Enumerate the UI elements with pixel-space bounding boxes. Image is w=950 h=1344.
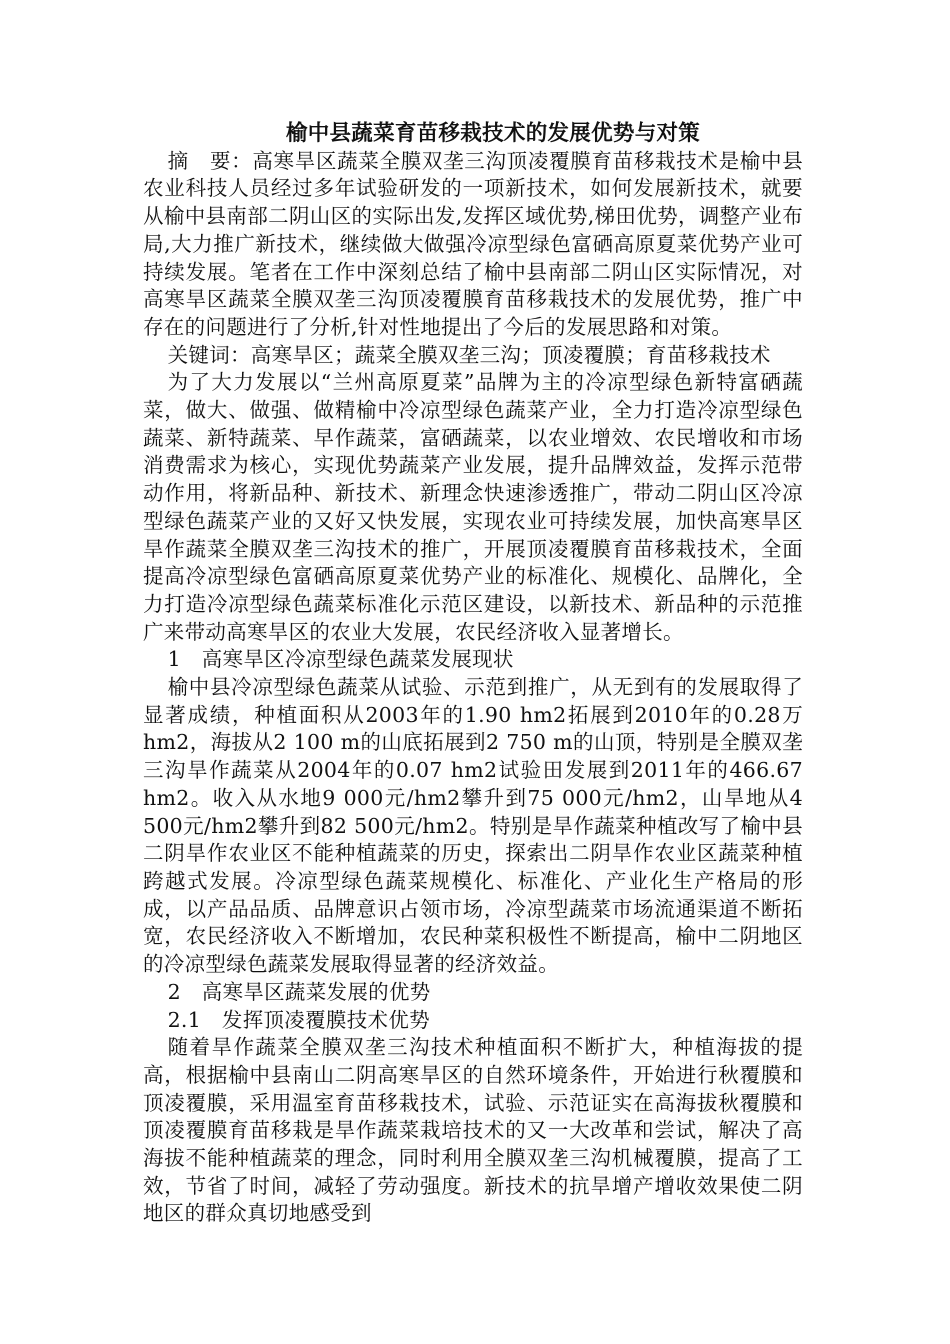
section-2-1-heading: 2.1 发挥顶凌覆膜技术优势: [167, 1007, 430, 1032]
keywords-paragraph: 关键词：高寒旱区；蔬菜全膜双垄三沟；顶凌覆膜；育苗移栽技术: [167, 342, 771, 367]
section-1-paragraph: 榆中县冷凉型绿色蔬菜从试验、示范到推广，从无到有的发展取得了显著成绩，种植面积从2003年的1.90 hm2拓展到2010年的0.28万hm2，海拔从2 100 m的山底拓展到2 750 m的山顶，特别是全膜双垄三沟旱作蔬菜从2004年的0.07 hm2试验田发展到2011年的466.67 hm2。收入从水地9 000元/hm2攀升到75 000元/hm2，山旱地从4 500元/hm2攀升到82 500元/hm2。特别是旱作蔬菜种植改写了榆中县二阴旱作农业区不能种植蔬菜的历史，探索出二阴旱作农业区蔬菜种植跨越式发展。冷凉型绿色蔬菜规模化、标准化、产业化生产格局的形成，以产品品质、品牌意识占领市场，冷凉型蔬菜市场流通渠道不断拓宽，农民经济收入不断增加，农民种菜积极性不断提高，榆中二阴地区的冷凉型绿色蔬菜发展取得显著的经济效益。: [143, 675, 803, 977]
section-2-heading: 2 高寒旱区蔬菜发展的优势: [167, 979, 431, 1004]
section-2-1-paragraph: 随着旱作蔬菜全膜双垄三沟技术种植面积不断扩大，种植海拔的提高，根据榆中县南山二阴高寒旱区的自然环境条件，开始进行秋覆膜和顶凌覆膜，采用温室育苗移栽技术，试验、示范证实在高海拔秋覆膜和顶凌覆膜育苗移栽是旱作蔬菜栽培技术的又一大改革和尝试，解决了高海拔不能种植蔬菜的理念，同时利用全膜双垄三沟机械覆膜，提高了工效，节省了时间，减轻了劳动强度。新技术的抗旱增产增收效果使二阴地区的群众真切地感受到: [143, 1035, 803, 1226]
intro-paragraph: 为了大力发展以“兰州高原夏菜”品牌为主的冷凉型绿色新特富硒蔬菜，做大、做强、做精榆中冷凉型绿色蔬菜产业，全力打造冷凉型绿色蔬菜、新特蔬菜、早作蔬菜，富硒蔬菜，以农业增效、农民增收和市场消费需求为核心，实现优势蔬菜产业发展，提升品牌效益，发挥示范带动作用，将新品种、新技术、新理念快速渗透推广，带动二阴山区冷凉型绿色蔬菜产业的又好又快发展，实现农业可持续发展，加快高寒旱区旱作蔬菜全膜双垄三沟技术的推广，开展顶凌覆膜育苗移栽技术，全面提高冷凉型绿色富硒高原夏菜优势产业的标准化、规模化、品牌化，全力打造冷凉型绿色蔬菜标准化示范区建设，以新技术、新品种的示范推广来带动高寒旱区的农业大发展，农民经济收入显著增长。: [143, 370, 803, 644]
document-title: 榆中县蔬菜育苗移栽技术的发展优势与对策: [285, 121, 701, 146]
document-body: [143, 120, 803, 1228]
abstract-paragraph: 摘 要：高寒旱区蔬菜全膜双垄三沟顶凌覆膜育苗移栽技术是榆中县农业科技人员经过多年试验研发的一项新技术，如何发展新技术，就要从榆中县南部二阴山区的实际出发,发挥区域优势,梯田优势，调整产业布局,大力推广新技术，继续做大做强冷凉型绿色富硒高原夏菜优势产业可持续发展。笔者在工作中深刻总结了榆中县南部二阴山区实际情况，对高寒旱区蔬菜全膜双垄三沟顶凌覆膜育苗移栽技术的发展优势，推广中存在的问题进行了分析,针对性地提出了今后的发展思路和对策。: [143, 148, 803, 339]
section-1-heading: 1 高寒旱区冷凉型绿色蔬菜发展现状: [167, 647, 514, 672]
